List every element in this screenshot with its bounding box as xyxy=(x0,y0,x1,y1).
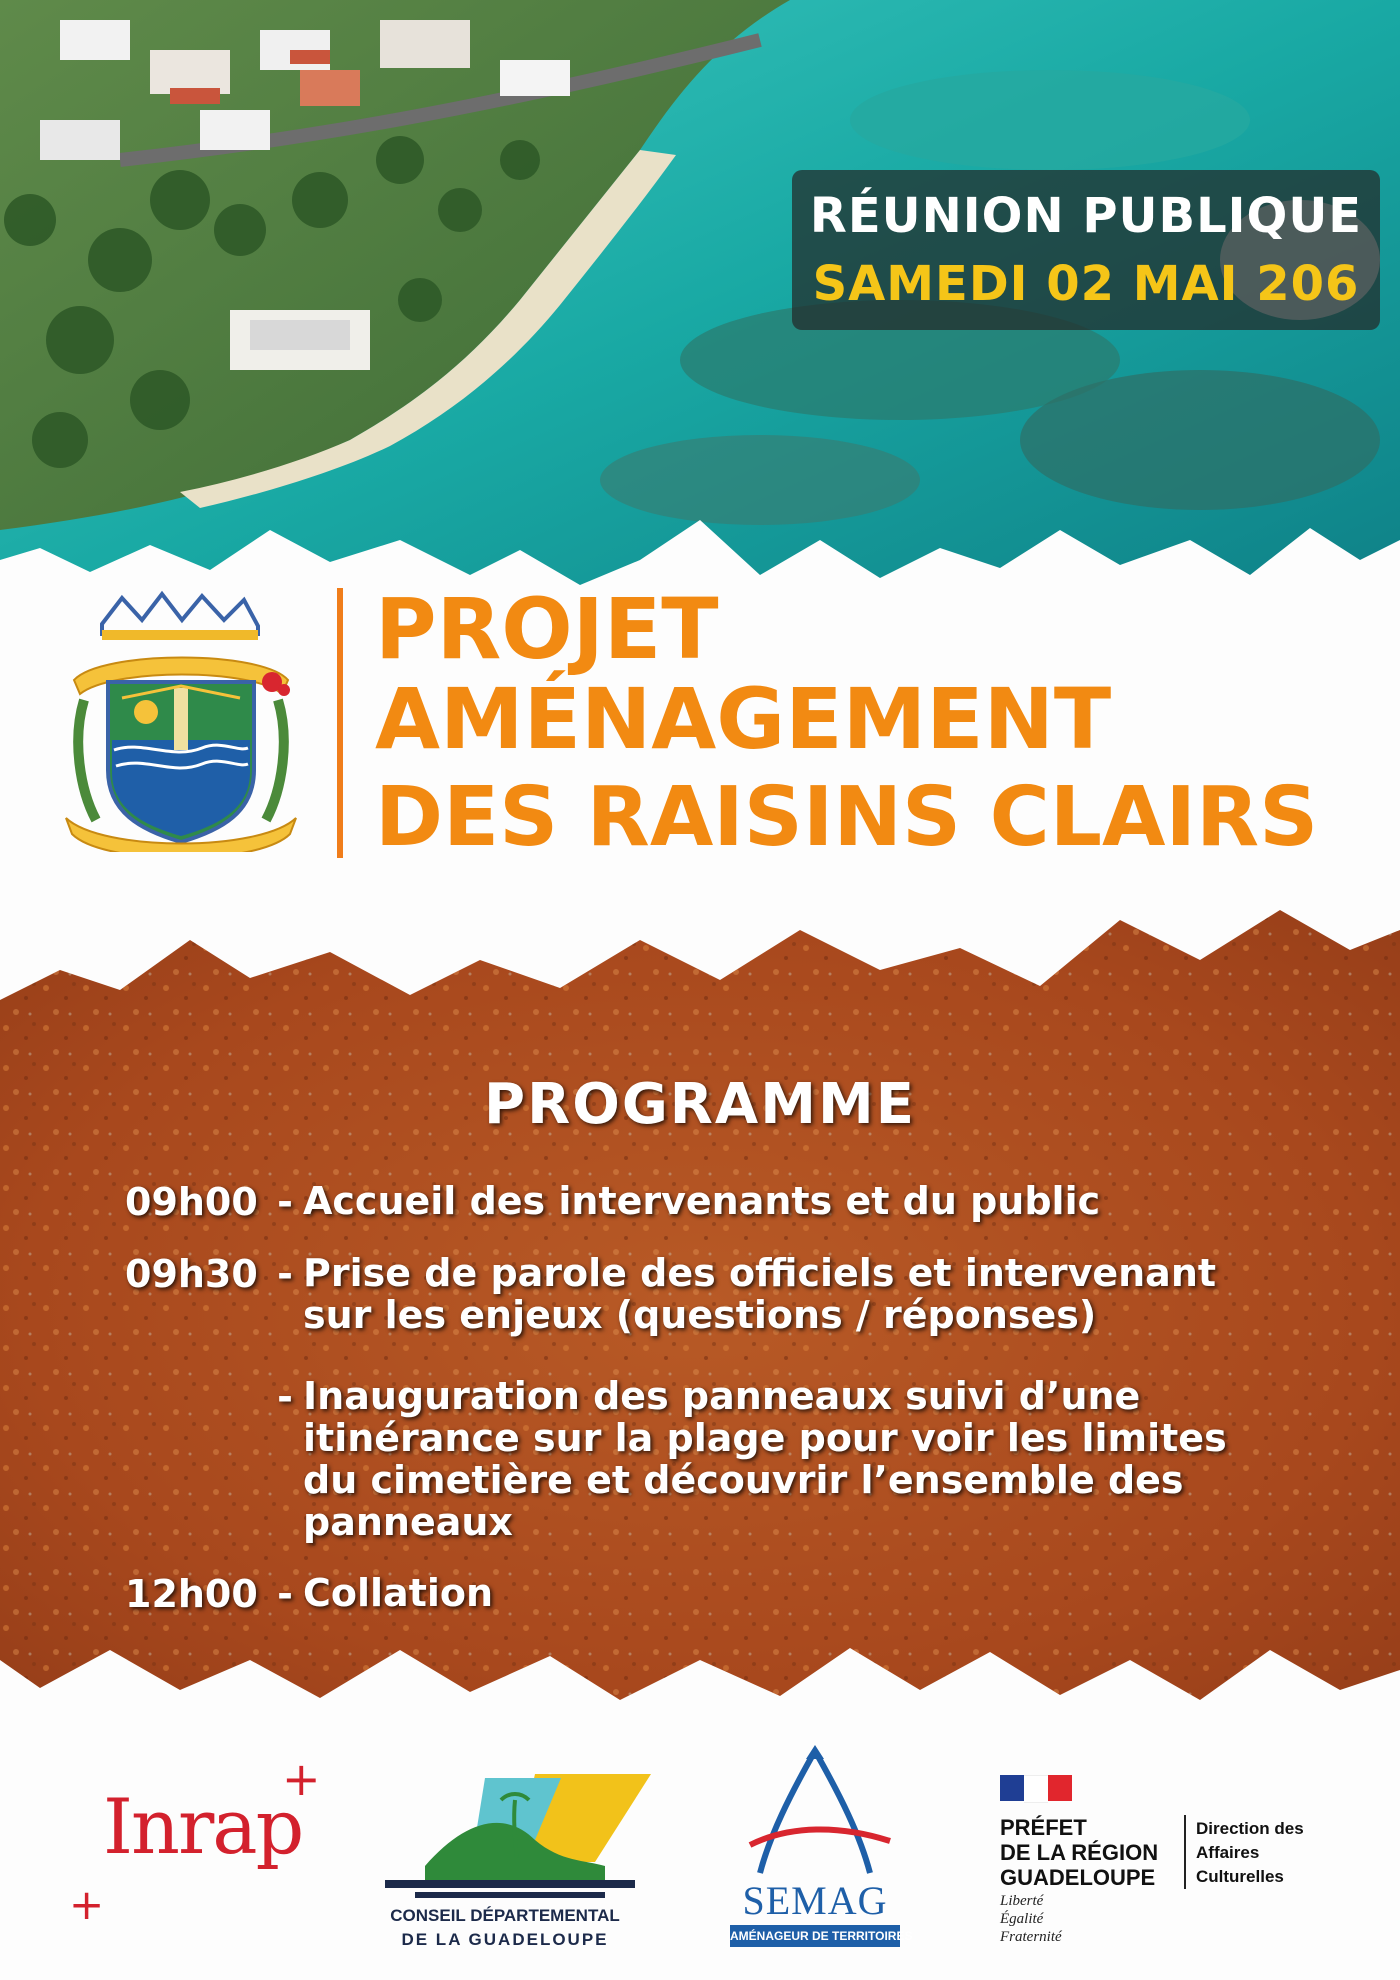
programme-separator: - xyxy=(277,1572,293,1616)
title-divider xyxy=(337,588,343,858)
plus-icon: + xyxy=(282,1752,321,1806)
programme-line: panneaux xyxy=(303,1500,513,1544)
prefet-logo xyxy=(998,1775,1358,1955)
saint-francois-crest xyxy=(62,590,300,852)
programme-line: itinérance sur la plage pour voir les limites xyxy=(303,1416,1227,1460)
programme-item xyxy=(0,1572,1400,1622)
programme-description xyxy=(303,1180,1100,1222)
dac-name: Direction des Affaires Culturelles xyxy=(1196,1819,1304,1886)
programme-item xyxy=(0,1252,1400,1342)
programme-separator: - xyxy=(277,1180,293,1224)
conseil-name: CONSEIL DÉPARTEMENTAL xyxy=(390,1906,620,1925)
prefet-divider xyxy=(1184,1815,1186,1889)
conseil-emblem-icon xyxy=(365,1770,665,1905)
semag-tagline: AMÉNAGEUR DE TERRITOIRES xyxy=(730,1925,900,1947)
inrap-wordmark: Inrap xyxy=(103,1782,303,1871)
programme-description xyxy=(303,1252,1216,1336)
programme-time: 09h00 xyxy=(125,1180,258,1224)
conseil-departemental-logo xyxy=(365,1770,665,1950)
programme-line: sur les enjeux (questions / réponses) xyxy=(303,1293,1097,1337)
plus-icon: + xyxy=(69,1880,105,1929)
republic-motto: Liberté Égalité Fraternité xyxy=(1000,1893,1062,1945)
programme-time: 09h30 xyxy=(125,1252,258,1296)
inrap-logo xyxy=(69,1752,335,1929)
conseil-region: DE LA GUADELOUPE xyxy=(401,1930,609,1949)
programme-line: Accueil des intervenants et du public xyxy=(303,1179,1101,1223)
programme-separator: - xyxy=(277,1375,293,1419)
programme-description xyxy=(303,1375,1227,1543)
project-title-line3: DES RAISINS CLAIRS xyxy=(375,770,1319,865)
semag-wordmark: SEMAG xyxy=(742,1878,888,1923)
project-title-line2: AMÉNAGEMENT xyxy=(375,670,1112,768)
programme-line: Prise de parole des officiels et intervenant xyxy=(303,1251,1217,1295)
programme-line: Inauguration des panneaux suivi d’une xyxy=(303,1374,1141,1418)
french-flag-icon xyxy=(1000,1775,1072,1801)
programme-time: 12h00 xyxy=(125,1572,258,1616)
programme-separator: - xyxy=(277,1252,293,1296)
prefet-name: PRÉFET DE LA RÉGION GUADELOUPE xyxy=(1000,1815,1159,1890)
semag-logo xyxy=(720,1745,913,1955)
programme-description xyxy=(303,1572,493,1614)
event-date: SAMEDI 02 MAI 206 xyxy=(812,256,1360,312)
programme-line: Collation xyxy=(303,1571,494,1615)
event-banner xyxy=(792,170,1380,330)
programme-item xyxy=(0,1375,1400,1545)
project-title-line1: PROJET xyxy=(375,580,719,678)
programme-heading: PROGRAMME xyxy=(484,1072,916,1137)
event-title: RÉUNION PUBLIQUE xyxy=(809,188,1363,244)
semag-emblem-icon xyxy=(720,1745,910,1880)
programme-item xyxy=(0,1180,1400,1230)
programme-line: du cimetière et découvrir l’ensemble des xyxy=(303,1458,1184,1502)
aerial-photo xyxy=(0,0,1400,620)
